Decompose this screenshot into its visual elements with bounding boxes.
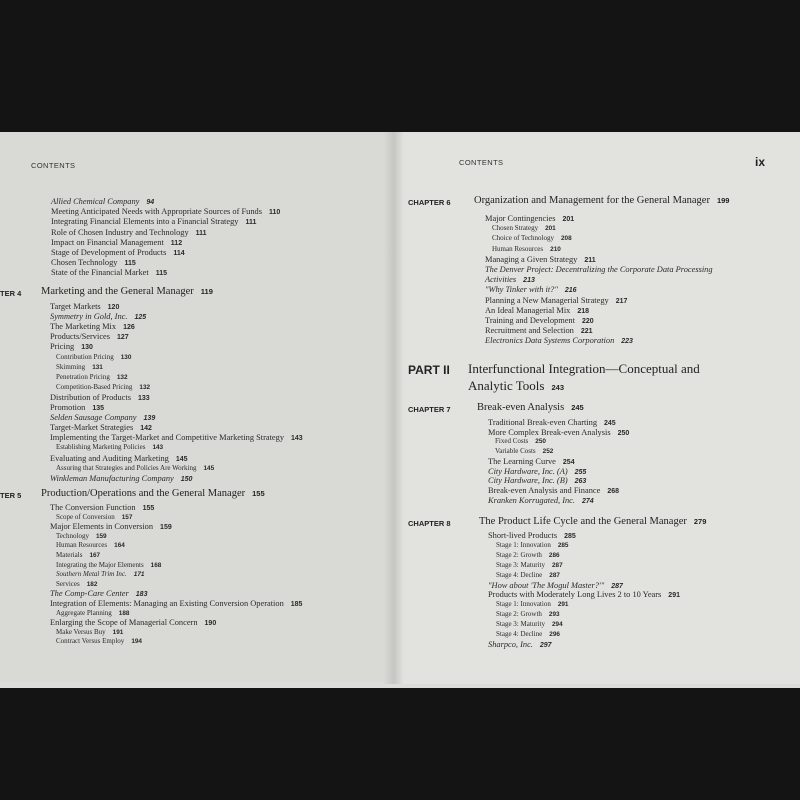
toc-entry	[495, 448, 553, 455]
toc-entry	[488, 641, 552, 649]
toc-entry-title: Stage 2: Growth	[496, 550, 542, 559]
toc-entry-page: 213	[523, 277, 535, 285]
toc-entry	[56, 638, 142, 645]
toc-entry-title: "How about 'The Mogul Master?'"	[488, 580, 605, 590]
toc-entry	[56, 444, 163, 451]
toc-entry	[485, 307, 589, 315]
toc-entry-title: Stage 1: Innovation	[496, 600, 551, 609]
toc-entry-title: Stage 3: Maturity	[496, 560, 545, 569]
toc-entry-page: 185	[290, 601, 303, 608]
toc-entry-page: 263	[574, 478, 587, 486]
toc-entry	[485, 327, 593, 335]
toc-entry	[56, 533, 107, 540]
toc-entry	[50, 303, 119, 311]
toc-entry	[51, 208, 280, 216]
toc-entry-page: 94	[146, 199, 155, 206]
toc-entry-title: Winkleman Manufacturing Company	[50, 473, 174, 483]
toc-entry-page: 133	[137, 394, 150, 402]
toc-entry-page: 293	[548, 611, 560, 619]
toc-entry-title: The Learning Curve	[488, 456, 556, 466]
toc-entry-page: 145	[175, 455, 188, 463]
toc-entry-page: 143	[152, 444, 164, 452]
chapter-5-title: Production/Operations and the General Manager 155	[41, 488, 265, 499]
chapter-6-label: CHAPTER 6	[408, 198, 451, 207]
toc-entry-title: State of the Financial Market	[51, 268, 149, 278]
toc-entry-title: Assuring that Strategies and Policies Are Working	[56, 463, 197, 472]
toc-entry-title: Chosen Strategy	[492, 224, 539, 233]
toc-entry-title: Activities	[485, 275, 517, 285]
toc-entry-title: Stage of Development of Products	[51, 248, 167, 257]
toc-entry	[50, 434, 303, 442]
toc-entry-page: 218	[577, 307, 590, 315]
toc-entry-page: 297	[539, 641, 552, 649]
toc-entry-page: 223	[621, 338, 633, 346]
chapter-8-label: CHAPTER 8	[408, 519, 451, 528]
toc-entry	[50, 313, 146, 321]
toc-entry-title: The Conversion Function	[50, 503, 136, 512]
toc-entry-title: Symmetry in Gold, Inc.	[50, 312, 128, 322]
toc-entry-title: Recruitment and Selection	[485, 326, 574, 336]
toc-entry-title: Promotion	[50, 403, 86, 412]
toc-entry	[488, 468, 586, 476]
toc-entry-title: Stage 4: Decline	[496, 570, 543, 579]
toc-entry-page: 110	[268, 209, 281, 217]
toc-entry-page: 164	[114, 542, 125, 550]
toc-entry	[51, 198, 154, 206]
toc-entry-title: Southern Metal Trim Inc.	[56, 570, 127, 579]
toc-entry	[56, 514, 132, 521]
toc-entry-title: Target-Market Strategies	[50, 423, 134, 433]
toc-entry-title: Fixed Costs	[495, 437, 529, 446]
toc-entry-page: 190	[204, 620, 217, 628]
toc-entry-title: An Ideal Managerial Mix	[485, 305, 571, 315]
toc-entry-page: 285	[557, 541, 569, 549]
toc-entry	[492, 235, 572, 242]
toc-entry-title: Services	[56, 579, 80, 588]
toc-entry-title: Contract Versus Employ	[56, 637, 125, 646]
toc-entry-page: 268	[607, 487, 620, 495]
toc-entry-title: Chosen Technology	[51, 258, 118, 268]
toc-entry	[488, 487, 619, 495]
toc-entry-page: 125	[134, 314, 147, 322]
toc-entry-title: Aggregate Planning	[56, 608, 112, 617]
toc-entry-page: 252	[542, 448, 554, 456]
toc-entry	[50, 590, 147, 598]
toc-entry	[485, 317, 594, 325]
toc-entry-page: 255	[574, 468, 587, 476]
toc-entry	[496, 601, 569, 608]
toc-entry-page: 294	[552, 621, 563, 629]
toc-entry	[50, 504, 154, 512]
toc-entry-title: Technology	[56, 531, 89, 540]
toc-entry-page: 111	[195, 229, 207, 237]
right-running-head: CONTENTS	[459, 158, 504, 167]
toc-entry	[485, 297, 627, 305]
toc-entry-page: 150	[180, 475, 193, 483]
toc-entry-title: Impact on Financial Management	[51, 237, 164, 247]
toc-entry-page: 143	[291, 435, 303, 443]
left-running-head: CONTENTS	[31, 161, 76, 170]
toc-entry-title: Skimming	[56, 362, 86, 371]
toc-entry-page: 114	[173, 250, 185, 257]
chapter-7-label: CHAPTER 7	[408, 405, 451, 414]
toc-entry-page: 115	[124, 260, 136, 268]
toc-entry-page: 145	[203, 464, 215, 472]
toc-entry	[56, 542, 125, 549]
toc-entry-page: 210	[550, 245, 561, 253]
toc-entry-title: Stage 4: Decline	[496, 630, 543, 638]
toc-entry-page: 132	[139, 383, 151, 391]
toc-entry-title: Distribution of Products	[50, 392, 131, 402]
toc-entry	[496, 621, 563, 628]
toc-entry-title: City Hardware, Inc. (B)	[488, 476, 568, 486]
toc-entry-title: Penetration Pricing	[56, 372, 110, 381]
chapter-8-page: 279	[693, 517, 707, 526]
toc-entry	[492, 225, 556, 232]
toc-entry-title: Choice of Technology	[492, 234, 554, 243]
toc-entry-title: Integrating Financial Elements into a Financial Strategy	[51, 217, 239, 227]
toc-entry-title: Allied Chemical Company	[51, 197, 140, 206]
toc-entry-title: Products/Services	[50, 332, 111, 342]
toc-entry	[50, 343, 93, 351]
toc-entry-title: Variable Costs	[495, 447, 536, 456]
toc-entry-title: Materials	[56, 551, 83, 559]
toc-entry-title: Planning a New Managerial Strategy	[485, 295, 609, 305]
toc-entry	[488, 497, 594, 505]
toc-entry-title: Stage 1: Innovation	[496, 540, 551, 549]
toc-entry	[51, 269, 167, 277]
toc-entry-page: 130	[120, 353, 132, 361]
toc-entry	[485, 266, 713, 274]
toc-entry	[488, 429, 629, 437]
toc-entry-title: City Hardware, Inc. (A)	[488, 466, 568, 476]
toc-entry	[51, 239, 182, 247]
toc-entry-title: "Why Tinker with it?"	[485, 285, 558, 295]
toc-entry-page: 250	[617, 429, 630, 437]
part-2-title-line-2: Analytic Tools 243	[468, 378, 564, 393]
toc-entry-page: 126	[123, 324, 135, 332]
toc-entry-page: 287	[611, 582, 623, 590]
toc-entry	[50, 619, 216, 627]
toc-entry-page: 254	[562, 458, 575, 466]
toc-entry-title: Establishing Marketing Policies	[56, 443, 146, 452]
toc-entry-page: 120	[107, 304, 120, 311]
toc-entry-title: Make Versus Buy	[56, 627, 106, 636]
toc-entry-page: 211	[584, 256, 596, 264]
toc-entry-page: 111	[245, 219, 257, 227]
toc-entry	[56, 571, 144, 578]
toc-entry-title: Pricing	[50, 342, 75, 352]
toc-entry-title: The Marketing Mix	[50, 322, 117, 332]
toc-entry	[50, 455, 188, 463]
toc-entry-title: Stage 3: Maturity	[496, 620, 545, 629]
toc-entry-page: 208	[560, 235, 572, 243]
toc-entry	[496, 542, 569, 549]
toc-entry-page: 135	[92, 405, 105, 412]
toc-entry-page: 274	[582, 497, 594, 505]
toc-entry-title: Training and Development	[485, 316, 575, 325]
toc-entry	[496, 562, 563, 569]
toc-entry-title: Role of Chosen Industry and Technology	[51, 227, 189, 237]
chapter-7-page: 245	[571, 403, 584, 412]
toc-entry-page: 216	[564, 287, 577, 295]
toc-entry	[488, 419, 616, 427]
toc-entry-page: 182	[86, 580, 98, 588]
toc-entry	[488, 458, 575, 466]
toc-entry-page: 250	[535, 438, 546, 446]
part-2-label: PART II	[408, 363, 450, 377]
toc-entry-title: Enlarging the Scope of Managerial Concern	[50, 618, 198, 628]
toc-entry	[56, 354, 131, 361]
toc-entry	[50, 475, 192, 483]
chapter-7-title: Break-even Analysis 245	[477, 402, 584, 413]
toc-entry-page: 167	[89, 552, 101, 559]
toc-entry-page: 112	[170, 239, 183, 247]
toc-entry-title: Selden Sausage Company	[50, 413, 137, 423]
toc-entry-page: 285	[564, 533, 576, 540]
chapter-6-page: 199	[716, 196, 730, 205]
toc-entry-page: 168	[150, 561, 162, 569]
toc-entry	[488, 591, 680, 599]
toc-entry	[496, 611, 560, 618]
part-2-title-line-1: Interfunctional Integration—Conceptual and	[468, 361, 700, 376]
toc-entry	[496, 572, 560, 579]
page-number: ix	[755, 155, 766, 169]
toc-entry	[56, 465, 214, 472]
toc-entry-page: 115	[155, 270, 167, 278]
chapter-4-label: TER 4	[0, 289, 22, 298]
toc-entry	[56, 629, 123, 636]
toc-entry	[51, 229, 207, 237]
toc-entry-page: 291	[557, 601, 569, 609]
toc-entry-title: Competition-Based Pricing	[56, 382, 133, 391]
chapter-6-title: Organization and Management for the General Manager 199	[474, 195, 730, 206]
toc-entry-title: Scope of Conversion	[56, 512, 115, 521]
toc-entry-page: 296	[549, 631, 560, 638]
toc-entry	[485, 286, 577, 294]
toc-entry	[51, 259, 136, 267]
chapter-4-title: Marketing and the General Manager 119	[41, 286, 213, 297]
toc-entry-page: 188	[118, 609, 130, 617]
chapter-4-page: 119	[200, 287, 213, 296]
toc-entry	[51, 249, 185, 257]
toc-entry	[56, 374, 128, 381]
toc-entry-page: 245	[604, 420, 616, 427]
toc-entry	[50, 523, 172, 531]
toc-entry-page: 139	[143, 415, 156, 423]
toc-entry-page: 132	[116, 373, 128, 381]
chapter-5-page: 155	[252, 489, 265, 498]
toc-entry-title: More Complex Break-even Analysis	[488, 427, 611, 437]
toc-entry-page: 201	[562, 216, 575, 223]
toc-entry	[485, 256, 596, 264]
toc-entry	[50, 414, 155, 422]
toc-entry	[56, 581, 97, 588]
right-page	[394, 132, 800, 684]
toc-entry-page: 217	[615, 297, 628, 305]
toc-entry	[56, 552, 100, 559]
toc-entry	[496, 631, 560, 638]
toc-entry-title: Human Resources	[492, 244, 544, 253]
toc-entry-title: Human Resources	[56, 541, 108, 550]
toc-entry-page: 191	[112, 628, 124, 636]
toc-entry	[492, 246, 561, 253]
toc-entry-page: 142	[140, 425, 152, 433]
toc-entry-page: 286	[548, 551, 560, 559]
toc-entry	[495, 438, 546, 445]
toc-entry-page: 183	[135, 591, 148, 599]
toc-entry	[488, 582, 623, 590]
chapter-8-title: The Product Life Cycle and the General Manager 279	[479, 516, 707, 527]
toc-entry-title: Integration of Elements: Managing an Existing Conversion Operation	[50, 599, 284, 608]
part-2-title	[468, 360, 758, 396]
toc-entry-title: Electronics Data Systems Corporation	[485, 336, 615, 346]
toc-entry-page: 194	[131, 638, 142, 646]
toc-entry	[496, 552, 560, 559]
toc-entry-title: Integrating the Major Elements	[56, 560, 144, 569]
toc-entry-page: 220	[581, 318, 594, 325]
toc-entry-title: Kranken Korrugated, Inc.	[488, 495, 575, 505]
toc-entry-page: 171	[133, 571, 145, 579]
toc-entry-page: 287	[549, 571, 560, 579]
toc-entry	[485, 215, 574, 223]
toc-entry-title: Sharpco, Inc.	[488, 639, 533, 649]
toc-entry-title: Managing a Given Strategy	[485, 254, 578, 264]
toc-entry-title: The Denver Project: Decentralizing the Corporate Data Processing	[485, 265, 713, 274]
toc-entry	[56, 562, 161, 569]
toc-entry-page: 159	[95, 532, 107, 540]
toc-entry	[50, 404, 104, 412]
toc-entry-title: Meeting Anticipated Needs with Appropriate Sources of Funds	[51, 207, 262, 217]
toc-entry	[485, 337, 633, 345]
part-2-page: 243	[551, 383, 564, 392]
toc-entry-title: Major Elements in Conversion	[50, 522, 154, 532]
toc-entry	[50, 394, 150, 402]
toc-entry-page: 201	[545, 225, 556, 233]
toc-entry-page: 221	[580, 328, 593, 336]
toc-entry	[51, 218, 256, 226]
toc-entry	[50, 600, 302, 608]
toc-entry-title: Evaluating and Auditing Marketing	[50, 453, 169, 463]
toc-entry-title: Major Contingencies	[485, 214, 556, 223]
toc-entry-page: 287	[552, 561, 563, 569]
toc-entry-page: 155	[142, 505, 155, 512]
toc-entry	[485, 276, 535, 284]
toc-entry	[50, 333, 129, 341]
toc-entry-title: Short-lived Products	[488, 531, 558, 540]
toc-entry-page: 127	[117, 334, 129, 342]
toc-entry-title: Break-even Analysis and Finance	[488, 485, 601, 495]
book-gutter	[384, 132, 404, 684]
toc-entry	[56, 384, 150, 391]
toc-entry	[488, 532, 576, 540]
toc-entry-title: Implementing the Target-Market and Competitive Marketing Strategy	[50, 433, 285, 443]
toc-entry	[56, 364, 103, 371]
toc-entry-title: Contribution Pricing	[56, 352, 114, 361]
toc-entry-page: 291	[668, 592, 680, 600]
toc-entry	[50, 424, 152, 432]
toc-entry-title: Target Markets	[50, 302, 101, 311]
toc-entry-page: 130	[81, 344, 93, 352]
toc-entry-page: 131	[92, 363, 103, 371]
toc-entry-title: Traditional Break-even Charting	[488, 418, 598, 427]
toc-entry	[50, 323, 135, 331]
toc-entry-title: The Comp-Care Center	[50, 589, 129, 599]
toc-entry-page: 157	[121, 513, 133, 521]
toc-entry-title: Stage 2: Growth	[496, 610, 542, 619]
toc-entry-title: Products with Moderately Long Lives 2 to 10 Years	[488, 590, 662, 600]
toc-entry	[56, 610, 129, 617]
toc-entry-page: 159	[160, 524, 172, 532]
toc-entry	[488, 477, 586, 485]
chapter-5-label: TER 5	[0, 491, 22, 500]
